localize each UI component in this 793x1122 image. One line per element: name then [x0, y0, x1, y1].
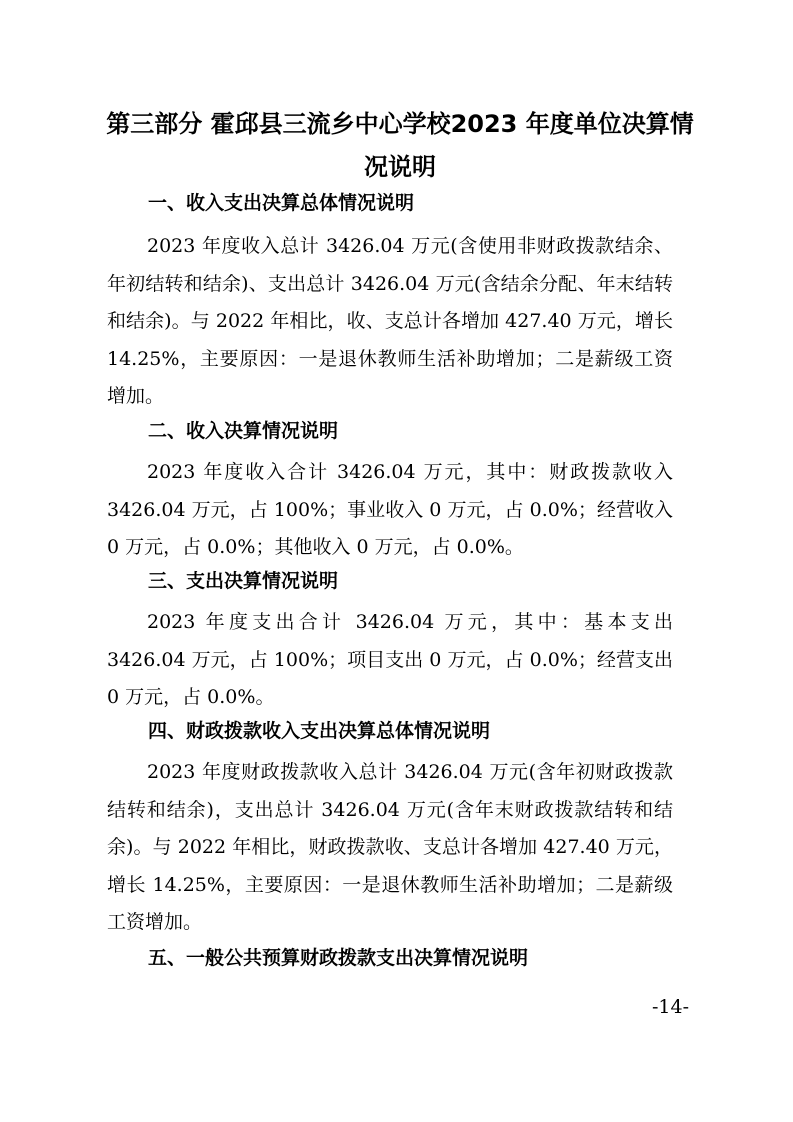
document-title: 第三部分 霍邱县三流乡中心学校2023 年度单位决算情况说明	[106, 110, 694, 181]
section-heading-3: 三、支出决算情况说明	[148, 570, 339, 592]
section-heading-5: 五、一般公共预算财政拨款支出决算情况说明	[148, 947, 529, 969]
section-paragraph-1: 2023 年度收入总计 3426.04 万元(含使用非财政拨款结余、年初结转和结余)、支出总计 3426.04 万元(含结余分配、年末结转和结余)。与 2022 年相比，收、支总计各增加 427.40 万元，增长 14.25%，主要原因：一是退休教师生活补助增加；二是薪级工资增加。	[107, 235, 673, 407]
section-paragraph-2: 2023 年度收入合计 3426.04 万元，其中：财政拨款收入 3426.04 万元，占 100%；事业收入 0 万元，占 0.0%；经营收入 0 万元，占 0.0%；其他收入 0 万元，占 0.0%。	[107, 461, 673, 558]
section-heading-1: 一、收入支出决算总体情况说明	[148, 192, 415, 214]
page-number: -14-	[651, 996, 689, 1018]
section-paragraph-3: 2023 年度支出合计 3426.04 万元，其中：基本支出 3426.04 万元，占 100%；项目支出 0 万元，占 0.0%；经营支出 0 万元，占 0.0%。	[107, 611, 673, 708]
section-heading-4: 四、财政拨款收入支出决算总体情况说明	[148, 720, 491, 742]
section-heading-2: 二、收入决算情况说明	[148, 420, 339, 442]
section-paragraph-4: 2023 年度财政拨款收入总计 3426.04 万元(含年初财政拨款结转和结余)，支出总计 3426.04 万元(含年末财政拨款结转和结余)。与 2022 年相比，财政拨款收、支总计各增加 427.40 万元，增长 14.25%，主要原因：一是退休教师生活补助增加；二是薪级工资增加。	[107, 761, 673, 933]
